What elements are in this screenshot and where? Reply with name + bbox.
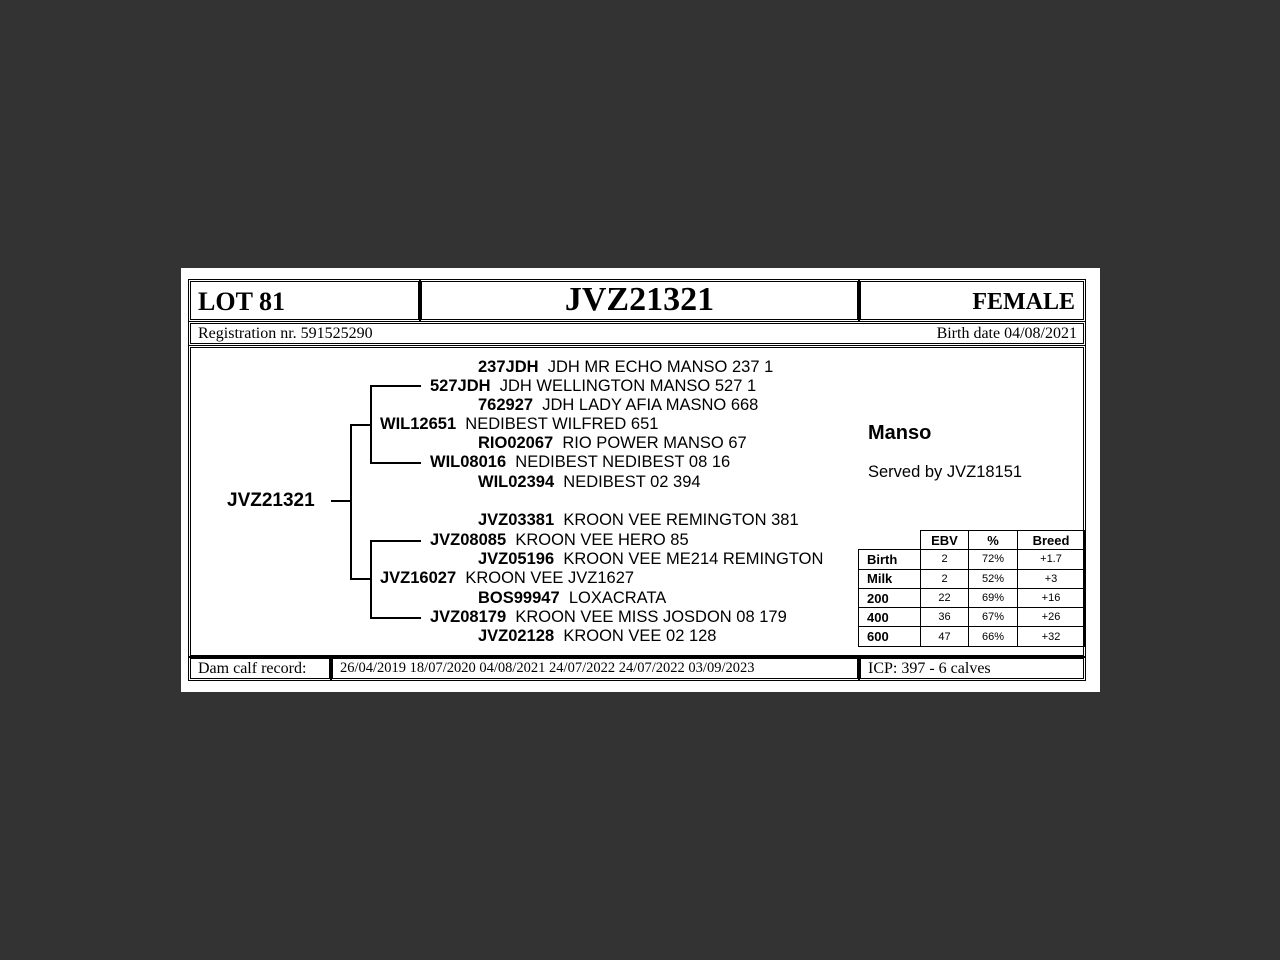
pedigree-entry-sire-sire-dam — [478, 396, 758, 415]
pct-value: 69% — [969, 588, 1018, 607]
pedigree-entry-sire-dam-sire — [478, 434, 747, 453]
pedigree-entry-dam-dam-sire — [478, 589, 666, 608]
animal-name: NEDIBEST 02 394 — [563, 473, 701, 491]
pedigree-entry-dam-dam-dam — [478, 627, 717, 646]
pedigree-entry-dam-sire-sire — [478, 511, 799, 530]
reg-id-box — [419, 279, 860, 322]
sire-sire-line — [370, 385, 421, 387]
table-row — [859, 608, 1085, 627]
pedigree-entry-dam-sire-dam — [478, 550, 823, 569]
animal-code: 237JDH — [478, 358, 539, 376]
animal-code: WIL12651 — [380, 415, 457, 433]
animal-name: KROON VEE JVZ1627 — [465, 569, 635, 587]
animal-code: JVZ03381 — [478, 511, 555, 529]
table-row — [859, 627, 1085, 646]
table-row — [859, 569, 1085, 588]
animal-code: 762927 — [478, 396, 534, 414]
pct-value: 67% — [969, 608, 1018, 627]
pedigree-entry-dam-sire — [430, 531, 689, 550]
parents-vertical — [350, 424, 352, 580]
animal-name: KROON VEE ME214 REMINGTON — [563, 550, 824, 568]
animal-code: BOS99947 — [478, 589, 560, 607]
breed-value: +26 — [1018, 608, 1085, 627]
pct-value: 66% — [969, 627, 1018, 646]
ebv-value: 22 — [921, 588, 969, 607]
animal-name: JDH MR ECHO MANSO 237 1 — [547, 358, 774, 376]
animal-code: JVZ08085 — [430, 531, 507, 549]
animal-code: JVZ02128 — [478, 627, 555, 645]
dam-sire-line — [370, 540, 421, 542]
icp-box — [858, 656, 1086, 681]
animal-code: RIO02067 — [478, 434, 554, 452]
animal-name: KROON VEE HERO 85 — [515, 531, 689, 549]
sex-box — [858, 279, 1086, 322]
breed-value: +32 — [1018, 627, 1085, 646]
ebv-value: 36 — [921, 608, 969, 627]
dam-calf-label-box — [188, 656, 332, 681]
pct-value: 52% — [969, 569, 1018, 588]
lot-number: LOT 81 — [198, 287, 285, 316]
ebv-table — [858, 530, 1085, 647]
dam-calf-label: Dam calf record: — [198, 660, 307, 677]
dam-dam-line — [370, 617, 421, 619]
breed-line: Manso — [868, 422, 932, 444]
animal-name: KROON VEE REMINGTON 381 — [563, 511, 799, 529]
dam-calf-dates-box — [330, 656, 860, 681]
row-label: Milk — [859, 569, 921, 588]
breed-value: +3 — [1018, 569, 1085, 588]
lot-card — [181, 268, 1100, 692]
table-row — [859, 550, 1085, 569]
pedigree-entry-sire — [380, 415, 658, 434]
sire-stub — [350, 424, 370, 426]
served-by: Served by JVZ18151 — [868, 463, 1023, 481]
ebv-value: 47 — [921, 627, 969, 646]
ebv-value: 2 — [921, 569, 969, 588]
animal-name: KROON VEE MISS JOSDON 08 179 — [515, 608, 787, 626]
breed-value: +1.7 — [1018, 550, 1085, 569]
sex-label: FEMALE — [972, 289, 1075, 315]
registration-row — [188, 321, 1086, 346]
breed-col-header: Breed — [1018, 531, 1085, 550]
row-label: 200 — [859, 588, 921, 607]
animal-name: NEDIBEST NEDIBEST 08 16 — [515, 453, 731, 471]
ebv-value: 2 — [921, 550, 969, 569]
animal-name: LOXACRATA — [568, 589, 667, 607]
animal-code: WIL08016 — [430, 453, 507, 471]
pedigree-entry-sire-sire-sire — [478, 358, 773, 377]
pedigree-entry-sire-dam — [430, 453, 730, 472]
ebv-col-header: EBV — [921, 531, 969, 550]
sire-dam-line — [370, 462, 421, 464]
registration-number: Registration nr. 591525290 — [198, 325, 373, 342]
animal-code: WIL02394 — [478, 473, 555, 491]
pedigree-entry-sire-sire — [430, 377, 756, 396]
pct-value: 72% — [969, 550, 1018, 569]
ebv-header-row — [859, 531, 1085, 550]
pedigree-subject: JVZ21321 — [227, 490, 315, 511]
animal-name: JDH LADY AFIA MASNO 668 — [542, 396, 759, 414]
dam-calf-dates: 26/04/2019 18/07/2020 04/08/2021 24/07/2022 24/07/2022 03/09/2023 — [340, 660, 755, 676]
pedigree-entry-sire-dam-dam — [478, 473, 701, 492]
birth-date: Birth date 04/08/2021 — [936, 325, 1077, 342]
animal-name: JDH WELLINGTON MANSO 527 1 — [499, 377, 757, 395]
row-label: 400 — [859, 608, 921, 627]
registration-id: JVZ21321 — [564, 281, 715, 318]
pedigree-entry-dam-dam — [430, 608, 787, 627]
lot-box — [188, 279, 421, 322]
icp-summary: ICP: 397 - 6 calves — [868, 660, 991, 677]
animal-name: KROON VEE 02 128 — [563, 627, 717, 645]
row-label: 600 — [859, 627, 921, 646]
breed-value: +16 — [1018, 588, 1085, 607]
animal-code: JVZ16027 — [380, 569, 457, 587]
row-label: Birth — [859, 550, 921, 569]
animal-name: NEDIBEST WILFRED 651 — [465, 415, 659, 433]
dam-vertical — [370, 540, 372, 619]
animal-name: RIO POWER MANSO 67 — [562, 434, 747, 452]
pct-col-header: % — [969, 531, 1018, 550]
animal-code: JVZ05196 — [478, 550, 555, 568]
sire-vertical — [370, 385, 372, 464]
animal-code: 527JDH — [430, 377, 491, 395]
subject-connector — [331, 500, 351, 502]
dam-stub — [350, 578, 370, 580]
pedigree-entry-dam — [380, 569, 634, 588]
animal-code: JVZ08179 — [430, 608, 507, 626]
table-row — [859, 588, 1085, 607]
